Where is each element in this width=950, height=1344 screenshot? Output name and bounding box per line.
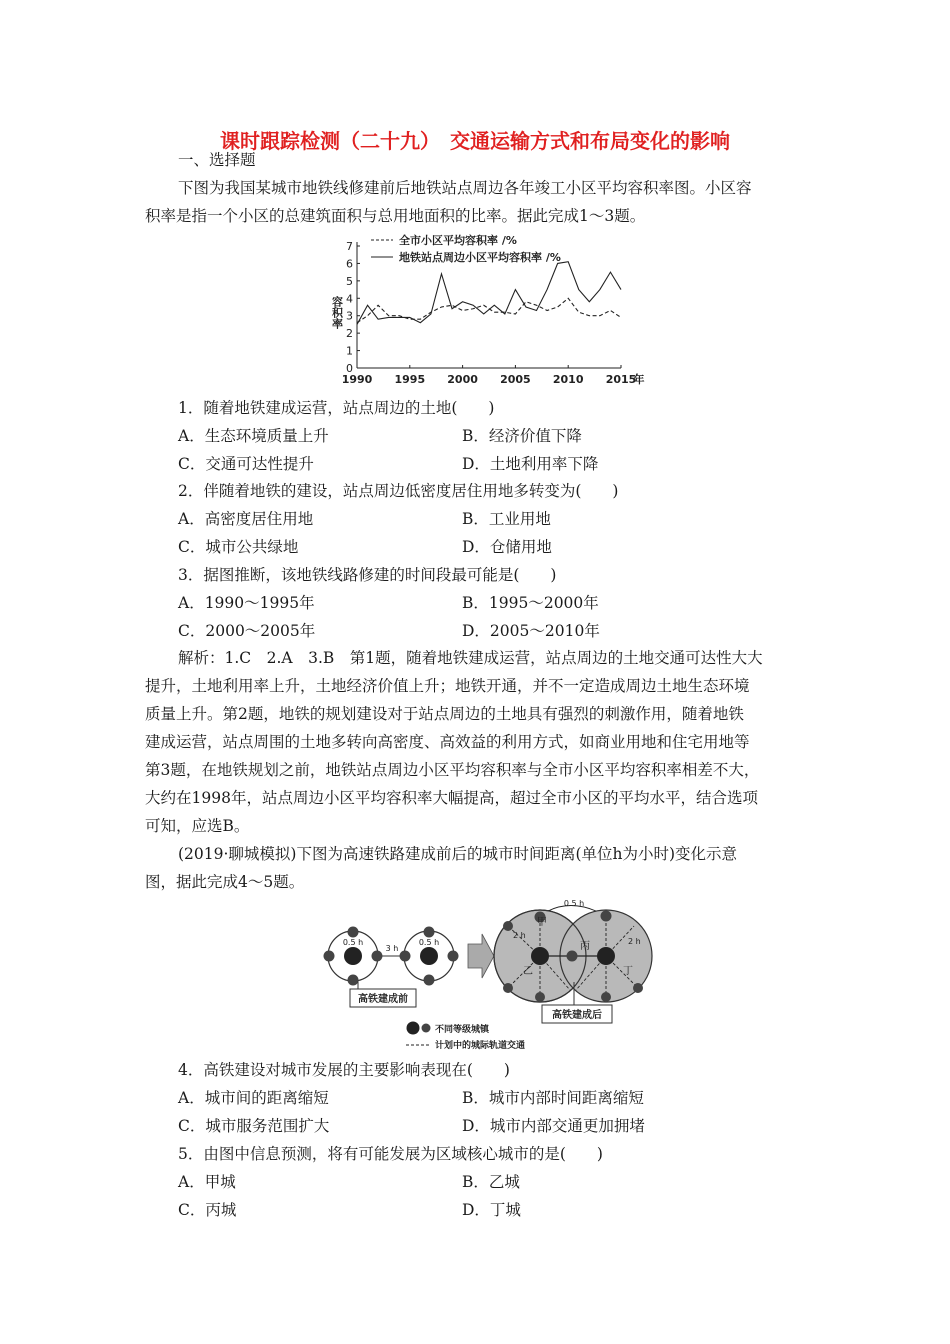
question-3-option-a[interactable]: A．1990～1995年 — [178, 594, 315, 612]
y-tick-label: 2 — [346, 327, 353, 341]
city-bing-label: 丙 — [580, 941, 590, 952]
x-tick-label: 2015 — [605, 373, 637, 386]
analysis-line: 解析：1.C 2.A 3.B 第1题，随着地铁建成运营，站点周边的土地交通可达性大大 — [178, 649, 763, 667]
question-3-option-b[interactable]: B．1995～2000年 — [462, 594, 599, 612]
analysis-line: 提升，土地利用率上升，土地经济价值上升；地铁开通，并不一定造成周边土地生态环境 — [145, 677, 750, 695]
analysis-line: 建成运营，站点周围的土地多转向高密度、高效益的利用方式，如商业用地和住宅用地等 — [145, 733, 750, 751]
x-tick-label: 2000 — [447, 373, 478, 386]
time-label: 3 h — [385, 944, 399, 953]
question-4-option-c[interactable]: C．城市服务范围扩大 — [178, 1117, 330, 1135]
analysis-line: 可知，应选B。 — [145, 817, 250, 835]
y-tick-label: 1 — [346, 344, 353, 358]
question-2-option-b[interactable]: B．工业用地 — [462, 510, 551, 528]
intro-text-line: (2019·聊城模拟)下图为高速铁路建成前后的城市时间距离(单位h为小时)变化示意 — [178, 845, 738, 863]
page-title: 课时跟踪检测（二十九） 交通运输方式和布局变化的影响 — [220, 129, 730, 153]
diagram-legend — [406, 1022, 525, 1052]
x-tick-label: 2010 — [552, 373, 584, 386]
series-line — [357, 262, 621, 325]
question-1-option-c[interactable]: C．交通可达性提升 — [178, 455, 314, 473]
city-jia-label: 甲 — [537, 917, 547, 928]
before-city-left — [324, 927, 383, 986]
question-2-stem: 2．伴随着地铁的建设，站点周边低密度居住用地多转变为( ) — [178, 482, 619, 500]
analysis-line: 质量上升。第2题，地铁的规划建设对于站点周边的土地具有强烈的刺激作用，随着地铁 — [145, 705, 744, 723]
time-label: 0.5 h — [418, 938, 440, 947]
time-label: 2 h — [628, 937, 641, 946]
question-1-stem: 1．随着地铁建成运营，站点周边的土地( ) — [178, 399, 495, 417]
intro-text-line: 下图为我国某城市地铁线修建前后地铁站点周边各年竣工小区平均容积率图。小区容 — [178, 179, 752, 197]
analysis-line: 第3题，在地铁规划之前，地铁站点周边小区平均容积率与全市小区平均容积率相差不大， — [145, 761, 760, 779]
x-tick-label: 1990 — [341, 373, 373, 386]
y-tick-label: 7 — [346, 240, 353, 253]
line-chart — [325, 228, 665, 394]
question-5-option-d[interactable]: D．丁城 — [462, 1201, 521, 1219]
x-axis-label: 年 — [633, 373, 645, 386]
question-5-option-c[interactable]: C．丙城 — [178, 1201, 237, 1219]
series-line — [357, 298, 621, 322]
question-3-option-d[interactable]: D．2005～2010年 — [462, 622, 600, 640]
question-3-stem: 3．据图推断，该地铁线路修建的时间段最可能是( ) — [178, 566, 557, 584]
intro-text-line: 图，据此完成4～5题。 — [145, 873, 305, 891]
after-region — [494, 899, 652, 1002]
y-axis-label: 容积率 — [330, 296, 344, 329]
question-5-option-b[interactable]: B．乙城 — [462, 1173, 520, 1191]
y-tick-label: 6 — [346, 257, 353, 271]
question-1-option-b[interactable]: B．经济价值下降 — [462, 427, 582, 445]
before-city-right — [400, 927, 459, 986]
legend-towns: 不同等级城镇 — [435, 1025, 490, 1035]
question-4-option-b[interactable]: B．城市内部时间距离缩短 — [462, 1089, 644, 1107]
question-2-option-d[interactable]: D．仓储用地 — [462, 538, 552, 556]
transition-arrow — [468, 934, 494, 978]
question-4-option-a[interactable]: A．城市间的距离缩短 — [178, 1089, 329, 1107]
question-2-option-a[interactable]: A．高密度居住用地 — [178, 510, 314, 528]
before-label: 高铁建成前 — [358, 994, 408, 1005]
question-5-option-a[interactable]: A．甲城 — [178, 1173, 236, 1191]
y-tick-label: 5 — [346, 274, 353, 288]
question-5-stem: 5．由图中信息预测，将有可能发展为区域核心城市的是( ) — [178, 1145, 603, 1163]
legend-label: 全市小区平均容积率 /% — [399, 234, 517, 247]
y-tick-label: 4 — [346, 292, 353, 306]
question-4-stem: 4．高铁建设对城市发展的主要影响表现在( ) — [178, 1061, 510, 1079]
intro-text-line: 积率是指一个小区的总建筑面积与总用地面积的比率。据此完成1～3题。 — [145, 207, 646, 225]
question-2-option-c[interactable]: C．城市公共绿地 — [178, 538, 299, 556]
high-speed-rail-diagram — [318, 892, 668, 1057]
after-label: 高铁建成后 — [552, 1010, 602, 1021]
question-1-option-a[interactable]: A．生态环境质量上升 — [178, 427, 329, 445]
city-ding-label: 丁 — [623, 966, 633, 977]
y-tick-label: 0 — [346, 362, 353, 375]
section-heading: 一、选择题 — [178, 151, 256, 169]
x-tick-label: 1995 — [394, 373, 426, 386]
x-tick-label: 2005 — [500, 373, 531, 386]
time-label: 0.5 h — [563, 899, 585, 908]
question-1-option-d[interactable]: D．土地利用率下降 — [462, 455, 599, 473]
question-4-option-d[interactable]: D．城市内部交通更加拥堵 — [462, 1117, 645, 1135]
analysis-line: 大约在1998年，站点周边小区平均容积率大幅提高，超过全市小区的平均水平，结合选项 — [145, 789, 758, 807]
floor-area-ratio-chart — [325, 228, 665, 394]
time-label: 0.5 h — [342, 938, 364, 947]
legend-label: 地铁站点周边小区平均容积率 /% — [399, 251, 561, 264]
question-3-option-c[interactable]: C．2000～2005年 — [178, 622, 316, 640]
time-label: 2 h — [513, 931, 526, 940]
legend-rail: 计划中的城际轨道交通 — [435, 1041, 526, 1051]
city-yi-label: 乙 — [523, 966, 533, 977]
y-tick-label: 3 — [346, 309, 353, 323]
